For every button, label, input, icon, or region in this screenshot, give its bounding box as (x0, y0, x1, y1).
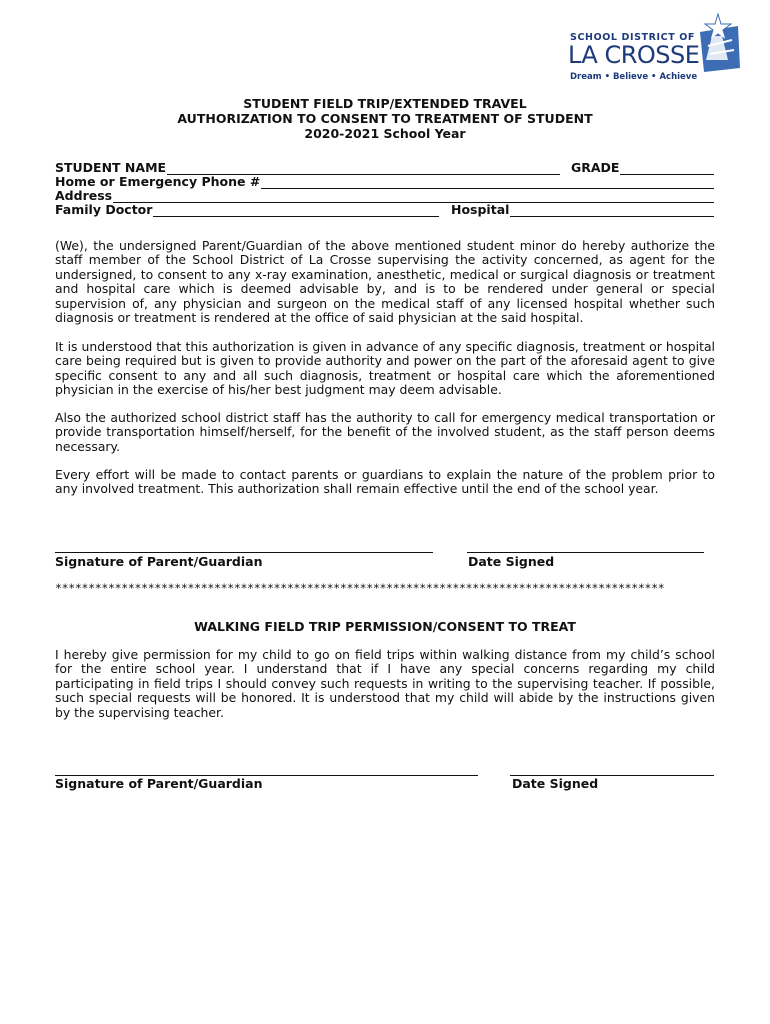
contact-parents-paragraph: Every effort will be made to contact parents or guardians to explain the nature of the problem prior to any involved treatment. This authorization shall remain effective until the end of the school year. (55, 467, 715, 497)
grade-field[interactable] (571, 161, 714, 175)
student-name-label: STUDENT NAME (55, 160, 167, 175)
phone-label: Home or Emergency Phone # (55, 174, 261, 189)
form-title-line1: STUDENT FIELD TRIP/EXTENDED TRAVEL (243, 96, 527, 111)
address-field[interactable] (55, 189, 714, 203)
advance-consent-paragraph: It is understood that this authorization is given in advance of any specific diagnosis, treatment or hospital care being required but is given to provide authority and power on the part of the aforesaid agent to give specific consent to any and all such diagnosis, treatment or hospital care which the aforementioned physician in the exercise of his/her best judgment may deem advisable. (55, 339, 715, 398)
student-name-field[interactable] (55, 161, 560, 175)
logo-star-icon (694, 10, 742, 72)
phone-field[interactable] (55, 175, 714, 189)
walking-parent-signature-label: Signature of Parent/Guardian (55, 776, 263, 791)
family-doctor-line[interactable] (153, 204, 439, 217)
logo-line2: LA CROSSE (568, 41, 700, 69)
form-title-line2: AUTHORIZATION TO CONSENT TO TREATMENT OF STUDENT (177, 111, 593, 126)
hospital-line[interactable] (510, 204, 714, 217)
parent-signature-line[interactable] (55, 552, 433, 553)
address-line[interactable] (113, 190, 714, 203)
grade-line[interactable] (620, 162, 714, 175)
logo-tagline: Dream • Believe • Achieve (570, 72, 698, 82)
walking-section-title: WALKING FIELD TRIP PERMISSION/CONSENT TO TREAT (194, 619, 576, 634)
separator: ******************************************************************************************** (55, 581, 665, 595)
parent-signature-label: Signature of Parent/Guardian (55, 554, 263, 569)
family-doctor-label: Family Doctor (55, 202, 153, 217)
hospital-label: Hospital (451, 202, 510, 217)
grade-label: GRADE (571, 160, 620, 175)
logo-line1: SCHOOL DISTRICT OF (570, 32, 695, 43)
emergency-transport-paragraph: Also the authorized school district staff has the authority to call for emergency medical transportation or provide transportation himself/herself, for the benefit of the involved student, as the staff person deems necessary. (55, 410, 715, 454)
school-year: 2020-2021 School Year (304, 126, 466, 141)
district-logo (566, 10, 746, 85)
date-signed-label: Date Signed (468, 554, 555, 569)
family-doctor-field[interactable] (55, 203, 439, 217)
authorization-paragraph: (We), the undersigned Parent/Guardian of the above mentioned student minor do hereby authorize the staff member of the School District of La Crosse supervising the activity concerned, as agent for the undersigned, to consent to any x-ray examination, anesthetic, medical or surgical diagnosis or treatment and hospital care which is deemed advisable by, and is to be rendered under general or special supervision of, any physician and surgeon on the medical staff of any licensed hospital whether such diagnosis or treatment is rendered at the office of said physician at the said hospital. (55, 238, 715, 326)
walking-date-signed-label: Date Signed (512, 776, 599, 791)
hospital-field[interactable] (451, 203, 714, 217)
date-signed-line[interactable] (467, 552, 704, 553)
phone-line[interactable] (261, 176, 714, 189)
walking-permission-paragraph: I hereby give permission for my child to go on field trips within walking distance from my child’s school for the entire school year. I understand that if I have any special concerns regarding my child participating in field trips I should convey such requests in writing to the supervising teacher. If possible, such special requests will be honored. It is understood that my child will abide by the instructions given by the supervising teacher. (55, 647, 715, 720)
address-label: Address (55, 188, 113, 203)
